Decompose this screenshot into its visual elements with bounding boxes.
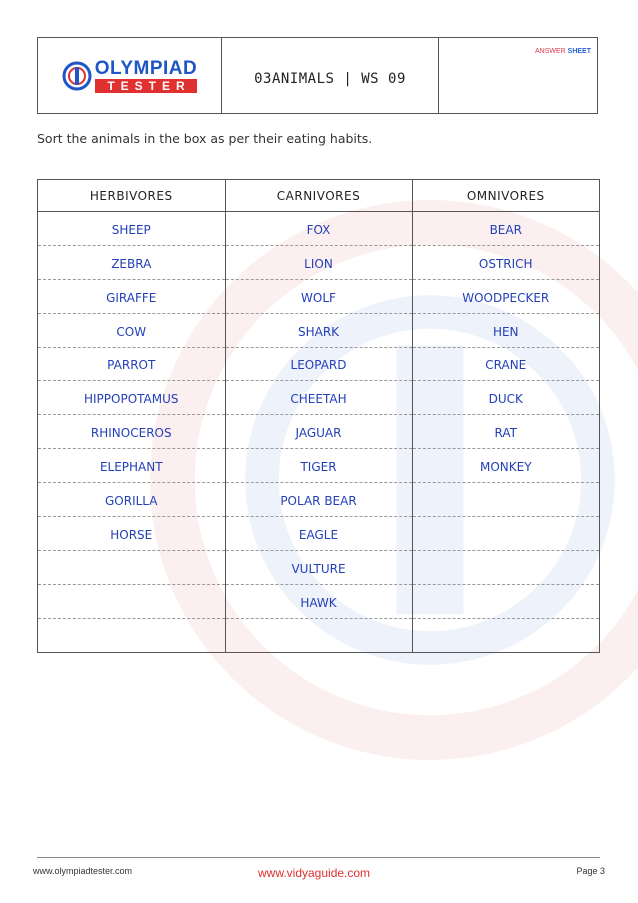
answer-highlight: SHEET — [567, 48, 591, 55]
table-cell: POLAR BEAR — [225, 483, 412, 517]
instruction-text: Sort the animals in the box as per their eating habits. — [37, 131, 373, 146]
table-cell — [38, 584, 225, 618]
logo-name-top: OLYMPIAD — [94, 57, 198, 79]
table-row — [38, 313, 599, 347]
table-cell: HAWK — [225, 584, 412, 618]
logo-name-bottom: TESTER — [95, 79, 198, 93]
table-row — [38, 415, 599, 449]
table-cell: BEAR — [412, 212, 599, 246]
table-cell — [412, 584, 599, 618]
table-cell: RAT — [412, 415, 599, 449]
table-cell: DUCK — [412, 381, 599, 415]
table-row — [38, 516, 599, 550]
table-cell: ZEBRA — [38, 245, 225, 279]
table-row — [38, 245, 599, 279]
table-row — [38, 381, 599, 415]
answer-label: ANSWER — [534, 48, 566, 55]
table-cell: CRANE — [412, 347, 599, 381]
header-right-cell — [439, 38, 597, 113]
olympiad-tester-logo — [62, 59, 198, 93]
table-cell: JAGUAR — [225, 415, 412, 449]
footer-divider — [37, 857, 600, 858]
table-cell: OSTRICH — [412, 245, 599, 279]
table-row — [38, 618, 599, 652]
table-cell: CHEETAH — [225, 381, 412, 415]
column-header-herbivores: HERBIVORES — [38, 180, 225, 212]
table-cell: HIPPOPOTAMUS — [38, 381, 225, 415]
column-header-carnivores: CARNIVORES — [225, 180, 412, 212]
header-box — [37, 37, 598, 114]
table-row — [38, 347, 599, 381]
table-cell: WOODPECKER — [412, 279, 599, 313]
logo-emblem-icon — [62, 61, 92, 91]
table-cell: ELEPHANT — [38, 449, 225, 483]
table-row — [38, 212, 599, 246]
table-cell — [412, 618, 599, 652]
table-cell: WOLF — [225, 279, 412, 313]
table-row — [38, 483, 599, 517]
table-row — [38, 584, 599, 618]
table-cell: SHEEP — [38, 212, 225, 246]
logo-cell — [38, 38, 222, 113]
table-cell: RHINOCEROS — [38, 415, 225, 449]
table-cell: GORILLA — [38, 483, 225, 517]
table-cell: MONKEY — [412, 449, 599, 483]
table-cell: HEN — [412, 313, 599, 347]
table-row — [38, 449, 599, 483]
footer-website[interactable]: www.olympiadtester.com — [33, 866, 133, 876]
table-cell — [38, 618, 225, 652]
page-number: Page 3 — [576, 866, 605, 876]
table-header-row — [38, 180, 599, 212]
footer-link[interactable]: www.vidyaguide.com — [258, 866, 371, 880]
table-cell: COW — [38, 313, 225, 347]
worksheet-title: 03ANIMALS | WS 09 — [222, 38, 439, 113]
table-cell: TIGER — [225, 449, 412, 483]
table-cell: FOX — [225, 212, 412, 246]
table-cell — [38, 550, 225, 584]
table-cell: PARROT — [38, 347, 225, 381]
table-cell: LION — [225, 245, 412, 279]
table-row — [38, 550, 599, 584]
sorting-table — [37, 179, 600, 653]
table-cell — [412, 550, 599, 584]
table-cell: SHARK — [225, 313, 412, 347]
table-cell: VULTURE — [225, 550, 412, 584]
answer-sheet-label — [535, 48, 591, 55]
column-header-omnivores: OMNIVORES — [412, 180, 599, 212]
table-cell: HORSE — [38, 516, 225, 550]
table-row — [38, 279, 599, 313]
table-cell — [225, 618, 412, 652]
table-cell: GIRAFFE — [38, 279, 225, 313]
table-cell — [412, 483, 599, 517]
table-cell — [412, 516, 599, 550]
table-cell: EAGLE — [225, 516, 412, 550]
table-cell: LEOPARD — [225, 347, 412, 381]
